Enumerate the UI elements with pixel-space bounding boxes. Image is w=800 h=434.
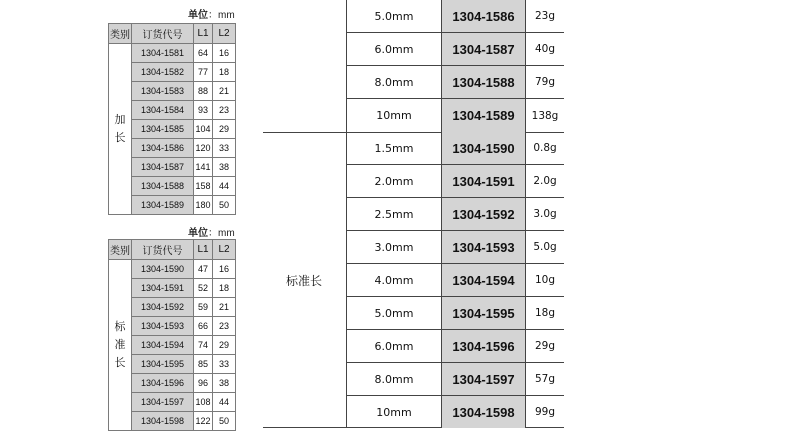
l1-cell: 88 [194,82,213,101]
order-code-cell: 1304-1592 [132,298,194,317]
order-code-cell: 1304-1591 [442,165,525,197]
order-code-cell: 1304-1587 [442,33,525,65]
order-code-cell: 1304-1586 [132,139,194,158]
l2-cell: 16 [213,44,236,63]
order-code-cell: 1304-1590 [442,132,525,164]
mass-cell: 23g [534,10,556,22]
order-code-cell: 1304-1596 [442,330,525,362]
l2-cell: 44 [213,393,236,412]
l1-cell: 180 [194,196,213,215]
product-row [347,165,564,198]
order-code-cell: 1304-1597 [132,393,194,412]
order-code-cell: 1304-1598 [442,396,525,428]
l2-cell: 18 [213,279,236,298]
l2-cell: 29 [213,336,236,355]
l2-cell: 23 [213,317,236,336]
size-cell: 10mm [376,405,412,419]
mass-cell: 18g [534,307,556,319]
order-code-cell: 1304-1585 [132,120,194,139]
header-category: 类别 [109,24,132,44]
l1-cell: 108 [194,393,213,412]
l2-cell: 21 [213,298,236,317]
mass-cell: 2.0g [533,175,557,187]
category-char: 加 [114,114,126,126]
l2-cell: 38 [213,158,236,177]
l1-cell: 47 [194,260,213,279]
size-cell: 5.0mm [374,306,414,320]
l1-cell: 66 [194,317,213,336]
unit-label: 单位 [188,10,208,21]
l1-cell: 120 [194,139,213,158]
product-row [347,231,564,264]
unit-value: mm [218,228,235,239]
mass-cell: 138g [531,109,559,122]
size-cell: 4.0mm [374,273,414,287]
mass-cell: 29g [534,340,556,352]
l2-cell: 16 [213,260,236,279]
l2-cell: 33 [213,139,236,158]
l1-cell: 104 [194,120,213,139]
product-row [347,264,564,297]
product-row [347,33,564,66]
category-char: 准 [114,339,126,351]
header-l2: L2 [213,240,236,260]
product-row [347,330,564,363]
mass-cell: 79g [534,76,556,88]
l2-cell: 33 [213,355,236,374]
order-code-cell: 1304-1596 [132,374,194,393]
header-category: 类别 [109,240,132,260]
order-code-cell: 1304-1587 [132,158,194,177]
product-row [347,0,564,33]
order-code-cell: 1304-1581 [132,44,194,63]
size-cell: 10mm [376,109,412,122]
l1-cell: 96 [194,374,213,393]
product-row [347,363,564,396]
size-cell: 2.0mm [374,174,414,188]
header-l1: L1 [194,240,213,260]
product-row [347,297,564,330]
order-code-cell: 1304-1583 [132,82,194,101]
size-cell: 5.0mm [374,9,414,23]
category-char: 长 [114,357,126,369]
l2-cell: 38 [213,374,236,393]
order-code-cell: 1304-1586 [442,0,525,32]
product-row [347,99,564,132]
mass-cell: 40g [534,43,556,55]
l2-cell: 50 [213,196,236,215]
header-l2: L2 [213,24,236,44]
l2-cell: 18 [213,63,236,82]
l1-cell: 59 [194,298,213,317]
l1-cell: 77 [194,63,213,82]
mass-cell: 99g [534,406,556,418]
unit-label: 单位 [188,228,208,239]
order-code-cell: 1304-1595 [132,355,194,374]
order-code-cell: 1304-1588 [132,177,194,196]
order-code-cell: 1304-1594 [442,264,525,296]
order-code-cell: 1304-1592 [442,198,525,230]
l2-cell: 29 [213,120,236,139]
size-cell: 1.5mm [374,141,414,155]
l1-cell: 74 [194,336,213,355]
l1-cell: 122 [194,412,213,431]
category-char: 长 [114,132,126,144]
order-code-cell: 1304-1593 [442,231,525,263]
header-order-code: 订货代号 [132,24,194,44]
l1-cell: 64 [194,44,213,63]
mass-cell: 57g [534,373,556,385]
order-code-cell: 1304-1594 [132,336,194,355]
size-cell: 3.0mm [374,240,414,254]
order-code-cell: 1304-1589 [442,99,525,132]
order-code-cell: 1304-1595 [442,297,525,329]
l1-cell: 141 [194,158,213,177]
mass-cell: 5.0g [533,241,557,253]
mass-cell: 3.0g [533,208,557,220]
order-code-cell: 1304-1593 [132,317,194,336]
mass-cell: 0.8g [533,142,557,154]
l1-cell: 85 [194,355,213,374]
header-order-code: 订货代号 [132,240,194,260]
order-code-cell: 1304-1590 [132,260,194,279]
l1-cell: 158 [194,177,213,196]
l2-cell: 23 [213,101,236,120]
standard-length-category-label: 标准长 [286,274,323,288]
size-cell: 8.0mm [374,75,414,89]
l2-cell: 50 [213,412,236,431]
size-cell: 6.0mm [374,339,414,353]
unit-separator: ： [208,228,218,239]
order-code-cell: 1304-1589 [132,196,194,215]
l1-cell: 93 [194,101,213,120]
order-code-cell: 1304-1591 [132,279,194,298]
order-code-cell: 1304-1584 [132,101,194,120]
order-code-cell: 1304-1588 [442,66,525,98]
product-row [347,198,564,231]
unit-separator: ： [208,10,218,21]
mass-cell: 10g [534,274,556,286]
l1-cell: 52 [194,279,213,298]
product-row [347,396,564,428]
size-cell: 8.0mm [374,372,414,386]
l2-cell: 21 [213,82,236,101]
order-code-cell: 1304-1597 [442,363,525,395]
unit-value: mm [218,10,235,21]
product-row [347,66,564,99]
order-code-cell: 1304-1598 [132,412,194,431]
size-cell: 2.5mm [374,207,414,221]
header-l1: L1 [194,24,213,44]
product-row [347,132,564,165]
l2-cell: 44 [213,177,236,196]
order-code-cell: 1304-1582 [132,63,194,82]
size-cell: 6.0mm [374,42,414,56]
category-char: 标 [114,321,126,333]
